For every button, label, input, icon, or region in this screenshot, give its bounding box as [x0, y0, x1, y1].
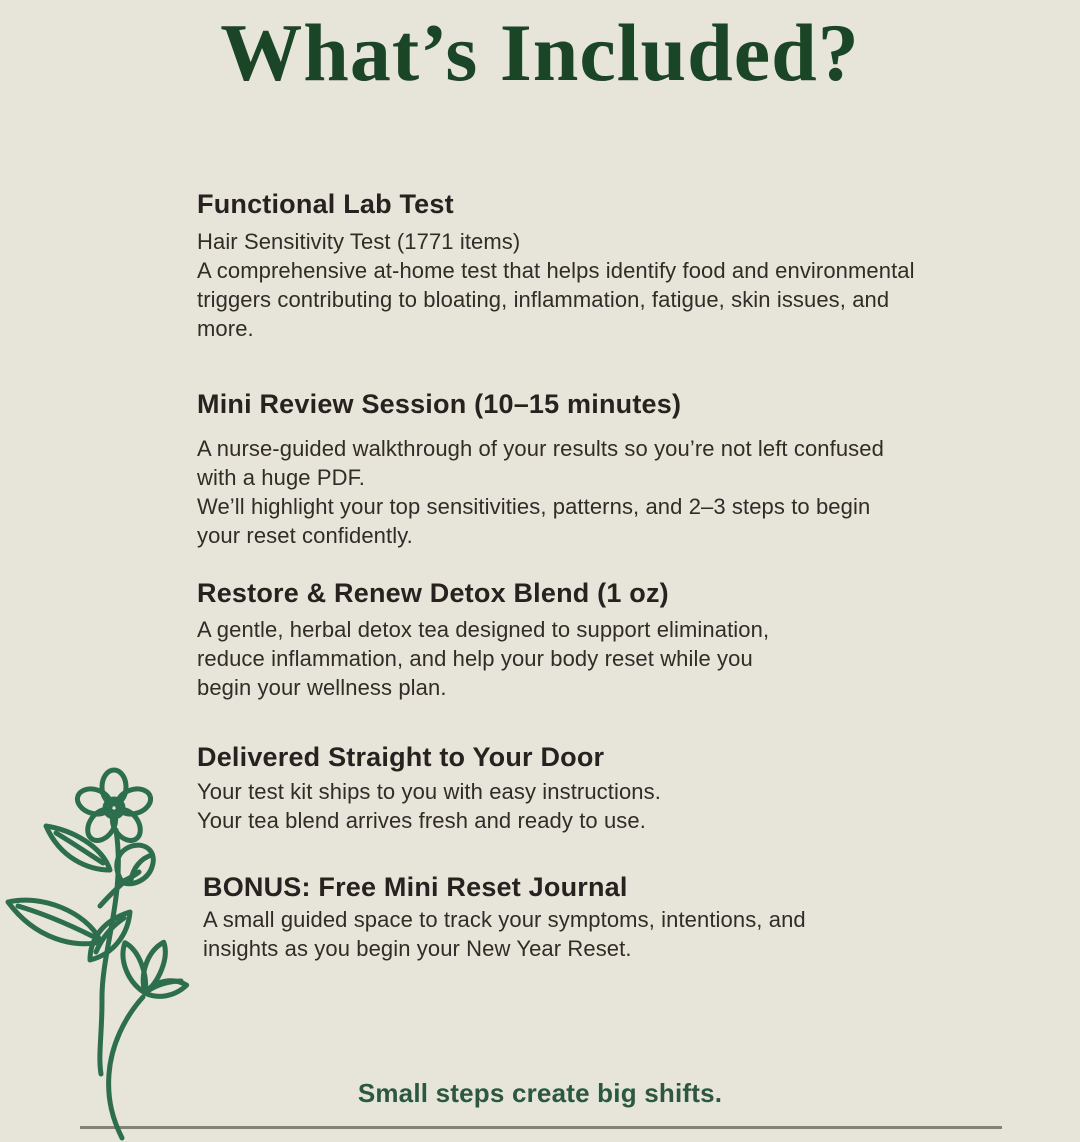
body-line: We’ll highlight your top sensitivities, patterns, and 2–3 steps to begin: [197, 494, 871, 519]
body-line: your reset confidently.: [197, 523, 413, 548]
section-heading: BONUS: Free Mini Reset Journal: [203, 872, 628, 902]
body-line: Hair Sensitivity Test (1771 items): [197, 229, 521, 254]
body-line: A gentle, herbal detox tea designed to support elimination,: [197, 617, 770, 642]
body-line: Your test kit ships to you with easy instructions.: [197, 779, 661, 804]
section-body: [197, 777, 661, 835]
body-line: with a huge PDF.: [197, 465, 365, 490]
page-title: What’s Included?: [220, 7, 860, 98]
body-line: Your tea blend arrives fresh and ready to use.: [197, 808, 646, 833]
divider-line: [80, 1126, 1002, 1129]
body-line: insights as you begin your New Year Reset.: [203, 936, 632, 961]
section-heading: Delivered Straight to Your Door: [197, 742, 605, 772]
body-line: A comprehensive at-home test that helps identify food and environmental: [197, 258, 915, 283]
body-line: A small guided space to track your symptoms, intentions, and: [203, 907, 806, 932]
section-heading: Functional Lab Test: [197, 189, 454, 219]
flower-icon: [4, 756, 210, 1142]
section-body: [197, 434, 884, 550]
section-body: [197, 615, 769, 702]
section-body: [203, 905, 806, 963]
section-detox-blend: [197, 575, 769, 702]
body-line: begin your wellness plan.: [197, 675, 447, 700]
section-bonus-journal: [203, 869, 806, 963]
section-body: [197, 227, 915, 343]
section-functional-lab-test: [197, 186, 915, 343]
section-mini-review-session: [197, 386, 884, 550]
body-line: triggers contributing to bloating, inflammation, fatigue, skin issues, and: [197, 287, 890, 312]
section-delivery: [197, 739, 661, 835]
body-line: more.: [197, 316, 254, 341]
section-heading: Mini Review Session (10–15 minutes): [197, 389, 682, 419]
body-line: reduce inflammation, and help your body reset while you: [197, 646, 753, 671]
section-heading: Restore & Renew Detox Blend (1 oz): [197, 578, 669, 608]
footer-quote: Small steps create big shifts.: [357, 1078, 723, 1108]
body-line: A nurse-guided walkthrough of your results so you’re not left confused: [197, 436, 884, 461]
